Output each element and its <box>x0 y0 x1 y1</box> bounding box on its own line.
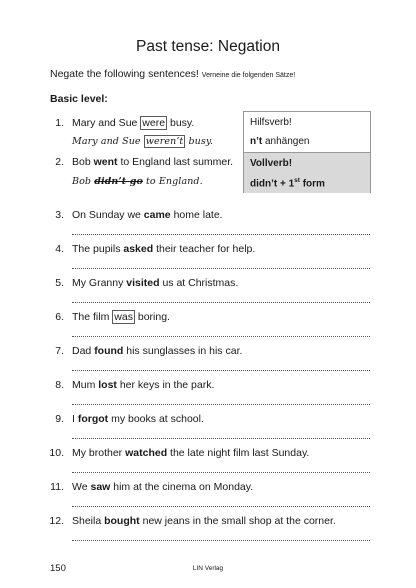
sentence-text: the late night film last Sunday. <box>167 447 310 459</box>
sentence-text: boring. <box>134 311 170 323</box>
sentence-text: us at Christmas. <box>159 277 239 289</box>
hint-box <box>243 111 371 193</box>
answer-line[interactable] <box>72 268 370 269</box>
sentence-text: Dad <box>72 345 95 357</box>
answer-line[interactable] <box>72 540 370 541</box>
example-answer <box>72 176 203 187</box>
hint-nt-rest: anhängen <box>262 136 310 147</box>
exercise-sentence <box>72 209 223 221</box>
answer-line[interactable] <box>72 336 370 337</box>
verb-bold: found <box>94 345 124 357</box>
answer-text: Bob <box>72 176 95 187</box>
exercise-number: 12. <box>49 515 64 527</box>
sentence-text: The pupils <box>72 243 124 255</box>
exercise-sentence <box>72 311 170 323</box>
exercise-number: 6. <box>55 311 64 323</box>
sentence-text: I <box>72 413 78 425</box>
answer-line[interactable] <box>72 370 370 371</box>
answer-line[interactable] <box>72 472 370 473</box>
sentence-text: to England last summer. <box>117 156 234 168</box>
exercise-sentence <box>72 243 255 255</box>
exercise-sentence <box>72 345 242 357</box>
exercise-sentence <box>72 379 214 391</box>
verb-bold: lost <box>98 379 117 391</box>
answer-line[interactable] <box>72 438 370 439</box>
answer-line[interactable] <box>72 234 370 235</box>
sentence-text: busy. <box>167 117 195 129</box>
answer-text: Mary and Sue <box>72 136 144 147</box>
exercise-number: 11. <box>50 481 64 493</box>
example-sentence <box>72 156 233 168</box>
example-number: 2. <box>55 156 64 168</box>
exercise-number: 9. <box>55 413 64 425</box>
sentence-text: On Sunday we <box>72 209 144 221</box>
sentence-text: Mum <box>72 379 99 391</box>
verb-bold: went <box>93 156 118 168</box>
hint-rule-b: form <box>299 178 325 190</box>
publisher: LIN Verlag <box>192 565 224 572</box>
hint-main-verb-title: Vollverb! <box>250 158 293 169</box>
exercise-number: 4. <box>55 243 64 255</box>
level-heading: Basic level: <box>50 93 108 105</box>
verb-box: were <box>142 117 166 129</box>
example-answer <box>72 136 213 147</box>
hint-auxiliary-rule <box>250 136 310 147</box>
exercise-number: 3. <box>55 209 64 221</box>
sentence-text: my books at school. <box>108 413 204 425</box>
hint-rule-a: didn’t + 1 <box>250 178 295 190</box>
exercise-number: 7. <box>55 345 64 357</box>
answer-line[interactable] <box>72 404 370 405</box>
hint-main-verb-rule <box>250 177 325 189</box>
page-number: 150 <box>50 563 66 574</box>
exercise-number: 8. <box>55 379 64 391</box>
exercise-sentence <box>72 413 204 425</box>
sentence-text: My brother <box>72 447 126 459</box>
exercise-sentence <box>72 277 238 289</box>
instruction-translation: Verneine die folgenden Sätze! <box>201 72 296 79</box>
sentence-text: Bob <box>72 156 94 168</box>
exercise-sentence <box>72 481 253 493</box>
instruction <box>50 68 295 80</box>
verb-bold: forgot <box>77 413 109 425</box>
verb-box: was <box>114 311 133 323</box>
instruction-text: Negate the following sentences! <box>50 68 199 80</box>
answer-text: busy. <box>185 136 214 147</box>
verb-bold: bought <box>104 515 140 527</box>
hint-auxiliary <box>244 112 370 151</box>
exercise-sentence <box>72 515 336 527</box>
sentence-text: The film <box>72 311 113 323</box>
sentence-text: new jeans in the small shop at the corner. <box>139 515 336 527</box>
sentence-text: his sunglasses in his car. <box>123 345 243 357</box>
sentence-text: Mary and Sue <box>72 117 141 129</box>
hint-main-verb <box>244 152 370 193</box>
verb-bold: came <box>143 209 171 221</box>
verb-bold: visited <box>126 277 160 289</box>
sentence-text: We <box>72 481 91 493</box>
answer-line[interactable] <box>72 506 370 507</box>
exercise-sentence <box>72 447 309 459</box>
sentence-text: her keys in the park. <box>116 379 215 391</box>
sentence-text: My Granny <box>72 277 127 289</box>
sentence-text: Sheila <box>72 515 105 527</box>
example-number: 1. <box>55 117 64 129</box>
hint-nt: n’t <box>250 136 263 147</box>
answer-verb-struck: didn’t go <box>94 176 143 187</box>
hint-auxiliary-title: Hilfsverb! <box>250 117 292 128</box>
sentence-text: their teacher for help. <box>153 243 256 255</box>
verb-bold: asked <box>123 243 154 255</box>
answer-line[interactable] <box>72 302 370 303</box>
sentence-text: home late. <box>170 209 223 221</box>
exercise-number: 5. <box>55 277 64 289</box>
page-title: Past tense: Negation <box>136 38 280 55</box>
answer-text: to England. <box>142 176 203 187</box>
verb-bold: saw <box>90 481 111 493</box>
answer-verb-box: weren’t <box>145 136 184 147</box>
example-sentence <box>72 117 194 129</box>
exercise-number: 10. <box>49 447 64 459</box>
sentence-text: him at the cinema on Monday. <box>110 481 254 493</box>
hint-rule-sup: st <box>294 177 300 184</box>
verb-bold: watched <box>125 447 168 459</box>
